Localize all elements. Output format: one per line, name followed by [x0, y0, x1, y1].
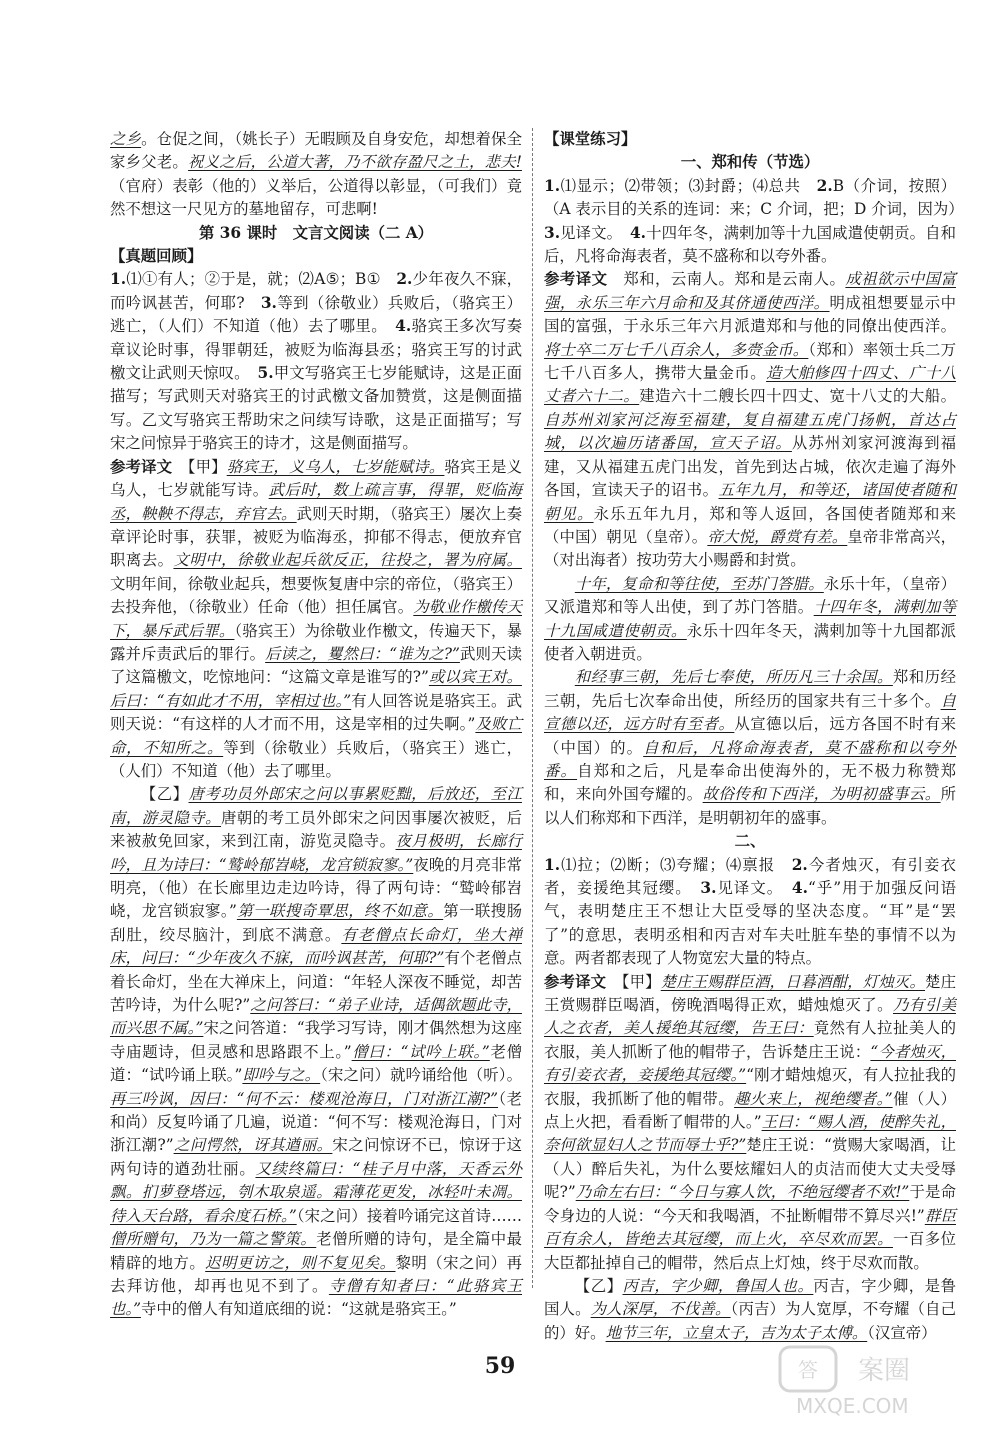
text-run: 【甲】: [606, 972, 661, 991]
original-text: 自宣德以还，远方时有至者。: [544, 691, 956, 734]
label-text: 4.: [791, 879, 808, 897]
text-run: 永乐十年，（皇帝）又派遣郑和等人出使，到了苏门答腊。: [544, 574, 956, 617]
text-run: 十四年冬，满剌加等十九国咸遣使朝贡。自和后，凡将命海表者，莫不盛称和以夸外番。: [544, 223, 956, 266]
text-run: 建造六十二艘长四十四丈、宽十八丈的大船。: [639, 387, 956, 406]
text-run: 等到（徐敬业）兵败后，（骆宾王）逃亡，（人们）不知道（他）去了哪里。: [110, 738, 522, 780]
original-text: 骆宾王，义乌人，七岁能赋诗。: [226, 457, 445, 476]
label-text: 1.: [544, 855, 561, 874]
original-text: 自苏州刘家河泛海至福建，复自福建五虎门扬帆，首达占城，以次遍历诸番国，宣天子诏。: [544, 410, 956, 453]
text-run: 【甲】: [172, 457, 227, 476]
text-run: 从苏州刘家河渡海到福建，又从福建五虎门出发，首先到达占城，依次走遍了海外各国，宣读天子的诏书。: [544, 434, 956, 500]
text-run: 见译文。: [560, 223, 630, 242]
paragraph: [544, 175, 972, 269]
text-run: 明成祖想要显示中国的富强，于永乐三年六月派遣郑和与他的同僚出使西洋。: [544, 293, 956, 336]
original-text: 夜月极明，长廊行吟，且为诗曰：“鹫岭郁岧峣，龙宫锁寂寥。”: [110, 832, 522, 874]
original-text: 造大舶修四十四丈、广十八丈者六十二。: [544, 364, 956, 406]
original-text: 再三吟讽，因曰：“何不云：楼观沧海日，门对浙江潮?”: [110, 1089, 499, 1108]
paragraph: [110, 783, 522, 1321]
label-text: 参考译文: [110, 457, 173, 476]
text-run: 宋之问惊讶不已，惊讶于这两句诗的遒劲壮丽。: [110, 1136, 522, 1178]
original-text: “今者烛灭，有引妾衣者，妾援绝其冠缨。”: [544, 1042, 956, 1085]
text-run: 郑和历经三朝，先后七次奉命出使，所经历的国家共有三十多个。: [544, 668, 956, 710]
label-text: 2.: [396, 270, 413, 289]
text-run: 楚庄王说：“赏赐大家喝酒，让（人）醉后失礼，为什么要炫耀妇人的贞洁而使大丈夫受辱呢?”: [544, 1136, 957, 1202]
text-run: （郑和）率领士兵二万七千八百多人，携带大量金币。: [544, 340, 956, 383]
text-run: （丙吉）为人宽厚，不夸耀（自己的）好。: [544, 1300, 956, 1342]
original-text: 祝义之后，公道大著，乃不欲存盈尺之土，悲夫!: [188, 153, 522, 172]
column-divider: [532, 128, 533, 1288]
text-run: 夜晚的月亮非常明亮，（他）在长廊里边走边吟诗，得了两句诗：“鹫岭郁岧峣，龙宫锁寂寥。”: [110, 855, 522, 921]
paragraph: [544, 1275, 956, 1345]
text-run: 于是命令身边的人说：“今天和我喝酒，不扯断帽带不算尽兴!”: [544, 1183, 956, 1225]
text-run: B（介词，按照）（A 表示目的关系的连词：来；C 介词，把；D 介词，因为）: [544, 176, 972, 219]
paragraph: [544, 128, 956, 151]
original-text: 之乡: [110, 130, 142, 148]
text-run: 【乙】: [574, 1276, 623, 1295]
svg-text:MXQE.COM: MXQE.COM: [796, 1394, 909, 1418]
section-title: 第 36 课时 文言文阅读（二 A）: [198, 223, 434, 242]
text-run: （汉宣帝）: [867, 1323, 937, 1342]
text-run: ⑴显示；⑵带领；⑶封爵；⑷总共: [560, 176, 817, 195]
original-text: 迟明更访之，则不复见矣。: [205, 1253, 396, 1272]
svg-text:案圈: 案圈: [858, 1356, 911, 1386]
text-run: 丙吉，字少卿，是鲁国人。: [544, 1276, 956, 1319]
text-run: 宋之问答道：“我学习写诗，刚才偶然想为这座寺庙题诗，但灵感和思路跟不上。”: [110, 1019, 522, 1061]
original-text: 五年九月，和等还，诸国使者随和朝见。: [544, 481, 956, 523]
paragraph: [110, 268, 522, 455]
text-run: （宋之问）接着吟诵完这首诗……: [296, 1206, 522, 1225]
text-run: （宋之问）就吟诵给他（听）。: [320, 1066, 522, 1085]
text-run: 有个老僧点着长命灯，坐在大禅床上，问道：“年轻人深夜不睡觉，却苦苦吟诗，为什么呢?”: [110, 949, 522, 1015]
original-text: 帝大悦，爵赏有差。: [707, 527, 848, 546]
text-run: 自郑和之后，凡是奉命出使海外的，无不极力称赞郑和，来向外国夸耀的。: [544, 761, 956, 804]
text-run: 【乙】: [140, 785, 189, 804]
original-text: 群臣百有余人，皆绝去其冠缨，而上火，卒尽欢而罢。: [544, 1206, 956, 1249]
original-text: 十年，复命和等往使，至苏门答腊。: [574, 574, 824, 593]
original-text: 之问答曰：“弟子业诗，适偶欲题此寺，而兴思不属。”: [110, 996, 522, 1038]
text-run: ⑴拉；⑵断；⑶夸耀；⑷禀报: [560, 855, 792, 874]
text-run: 武则天读了这篇檄文，吃惊地问：“这篇文章是谁写的?”: [110, 644, 522, 687]
original-text: 僧曰：“试吟上联。”: [351, 1042, 490, 1061]
label-text: 3.: [544, 223, 561, 242]
original-text: 趣火来上，视绝缨者。”: [734, 1089, 893, 1108]
text-run: 骆宾王是义乌人，七岁就能写诗。: [110, 457, 522, 500]
label-text: 1.: [110, 270, 127, 289]
text-run: 黎明（宋之问）再去拜访他，却再也见不到了。: [110, 1253, 522, 1295]
original-text: 为人深厚，不伐善。: [590, 1300, 731, 1319]
original-text: 地节三年，立皇太子，吉为太子太傅。: [605, 1323, 868, 1342]
label-text: 【课堂练习】: [544, 130, 637, 148]
original-text: 及败亡命，不知所之。: [110, 715, 522, 757]
original-text: 故俗传和下西洋，为明初盛事云。: [702, 785, 941, 804]
original-text: 或以宾王对。后曰：“有如此才不用，宰相过也。”: [110, 668, 522, 710]
text-run: “乎”用于加强反问语气，表明楚庄王不想让大臣受辱的坚决态度。“耳”是“罢了”的意思，表明丞相和丙吉对车夫吐脏车垫的事情不以为意。两者都表现了人物宽宏大量的特点。: [544, 879, 956, 968]
original-text: 乃命左右曰：“今日与寡人饮，不绝冠缨者不欢!”: [575, 1183, 910, 1202]
original-text: 后读之，矍然曰：“谁为之?”: [265, 644, 460, 663]
label-text: 4.: [629, 223, 647, 242]
text-run: 等到（徐敬业）兵败后，（骆宾王）逃亡，（人们）不知道（他）去了哪里。: [110, 293, 522, 336]
original-text: 丙吉，字少卿，鲁国人也。: [622, 1276, 814, 1295]
text-run: 骆宾王多次写奏章议论时事，得罪朝廷，被贬为临海县丞；骆宾王写的讨武檄文让武则天惊叹。: [110, 317, 522, 383]
label-text: 参考译文: [544, 270, 608, 289]
text-run: 所以人们称郑和下西洋，是明朝初年的盛事。: [544, 785, 956, 827]
paragraph: [544, 854, 956, 971]
original-text: 之问愕然，讶其遒丽。: [173, 1136, 333, 1155]
original-text: 将士卒二万七千八百余人，多赍金币。: [544, 340, 809, 359]
label-text: 1.: [544, 176, 561, 195]
original-text: 楚庄王赐群臣酒，日暮酒酣，灯烛灭。: [660, 972, 926, 991]
text-run: 甲文写骆宾王七岁能赋诗，这是正面描写；写武则天对骆宾王的讨武檄文备加赞赏，这是侧面描写。乙文写骆宾王帮助宋之问续写诗歌，这是正面描写；写宋之问惊异于骆宾王的诗才，这是侧面描写。: [110, 364, 522, 453]
watermark-logo: [776, 1341, 986, 1421]
original-text: 即吟与之。: [242, 1066, 321, 1085]
text-run: 从宣德以后，远方各国不时有来（中国）的。: [544, 715, 956, 757]
text-run: 永乐五年九月，郑和等人返回，各国使者随郑和来（中国）朝见（皇帝）。: [544, 504, 956, 546]
text-run: （骆宾王）为徐敬业作檄文，传遍天下，暴露并斥责武后的罪行。: [110, 621, 522, 663]
label-text: 2.: [791, 855, 808, 874]
text-run: 文明年间，徐敬业起兵，想要恢复唐中宗的帝位，（骆宾王）去投奔他，（徐敬业）任命（他）担任属官。: [110, 574, 522, 617]
text-run: （老和尚）反复吟诵了几遍，说道：“何不写：楼观沧海日，门对浙江潮?”: [110, 1089, 522, 1155]
original-text: 唐考功员外郎宋之问以事累贬黜，后放还，至江南，游灵隐寺。: [110, 785, 522, 827]
left-column: [110, 128, 522, 1322]
text-run: 楚庄王赏赐群臣喝酒，傍晚酒喝得正欢，蜡烛熄灭了。: [544, 972, 956, 1015]
label-text: 3.: [700, 879, 717, 897]
text-run: 。仓促之间，（姚长子）无暇顾及自身安危，却想着保全家乡父老。: [110, 130, 522, 172]
label-text: 4.: [395, 317, 412, 336]
text-run: 有人回答说是骆宾王。武则天说：“有这样的人才而不用，这是宰相的过失啊。”: [110, 691, 522, 734]
paragraph: [110, 456, 522, 784]
original-text: 有老僧点长命灯，坐大禅床，问曰：“少年夜久不寐，而吟讽甚苦，何耶?”: [110, 925, 522, 968]
section-title: 二、: [734, 832, 766, 851]
original-text: 文明中，徐敬业起兵欲反正，往投之，署为府属。: [173, 551, 522, 570]
text-run: “刚才蜡烛熄灭，有人拉扯我的衣服，我抓断了他的帽带。: [544, 1066, 957, 1108]
text-run: 竟然有人拉扯美人的衣服，美人抓断了他的帽带子，告诉楚庄王说：: [544, 1019, 956, 1061]
original-text: 自和后，凡将命海表者，莫不盛称和以夸外番。: [544, 738, 956, 780]
label-text: 【真题回顾】: [110, 247, 203, 266]
text-run: 第一联搜肠刮肚，绞尽脑汁，到底不满意。: [110, 902, 522, 944]
paragraph: [544, 971, 956, 1275]
text-run: 永乐十四年冬天，满剌加等十九国都派使者入朝进贡。: [544, 621, 956, 663]
paragraph: [544, 268, 956, 572]
text-run: 一百多位大臣都扯掉自己的帽带，然后点上灯烛，终于尽欢而散。: [544, 1230, 956, 1272]
text-run: 少年夜久不寐，而吟讽甚苦，何耶?: [110, 270, 522, 312]
label-text: 参考译文: [544, 972, 607, 991]
svg-text:答: 答: [798, 1358, 818, 1382]
original-text: 成祖欲示中国富强，永乐三年六月命和及其侪通使西洋。: [544, 270, 956, 312]
right-column: [544, 128, 972, 1345]
original-text: 为敬业作檄传天下，暴斥武后罪。: [110, 598, 522, 640]
text-run: 老僧道：“试吟诵上联。”: [110, 1042, 522, 1085]
original-text: 又续终篇曰：“桂子月中落，天香云外飘。扪萝登塔远，刳木取泉遥。霜薄花更发，冰轻叶未凋。待入天台路，看余度石桥。”: [110, 1159, 522, 1225]
original-text: 乃有引美人之衣者，美人援绝其冠缨，告王曰：: [544, 996, 956, 1038]
original-text: 王曰：“赐人酒，使醉失礼，奈何欲显妇人之节而辱士乎?”: [544, 1113, 956, 1155]
original-text: 十四年冬，满剌加等十九国咸遣使朝贡。: [544, 598, 956, 640]
original-text: 第一联搜奇覃思，终不如意。: [236, 902, 444, 921]
text-run: 寺中的僧人有知道底细的说：“这就是骆宾王。”: [140, 1300, 457, 1319]
section-title: 一、郑和传（节选）: [680, 153, 820, 172]
paragraph: [110, 245, 522, 268]
text-run: 唐朝的考工员外郎宋之问因事屡次被贬，后来被赦免回家，来到江南，游览灵隐寺。: [110, 808, 522, 851]
page-number: 59: [484, 1353, 516, 1379]
label-text: 5.: [257, 364, 274, 383]
label-text: 3.: [260, 293, 277, 312]
paragraph: [544, 666, 956, 830]
text-run: 皇帝非常高兴，（对出海者）按功劳大小赐爵和封赏。: [544, 527, 956, 570]
text-run: ⑴①有人；②于是，就；⑵A⑤；B①: [126, 270, 397, 289]
original-text: 武后时，数上疏言事，得罪，贬临海丞，鞅鞅不得志，弃官去。: [110, 481, 522, 523]
paragraph: [110, 128, 522, 222]
text-run: 见译文。: [716, 879, 792, 897]
text-run: 郑和，云南人。郑和是云南人。: [607, 270, 846, 289]
original-text: 和经事三朝，先后七奉使，所历凡三十余国。: [574, 668, 893, 687]
original-text: 僧所赠句，乃为一篇之警策。: [110, 1230, 317, 1249]
text-run: 催（人）点上火把，看看断了帽带的人。”: [544, 1089, 956, 1132]
paragraph: [544, 573, 956, 667]
text-run: 今者烛灭，有引妾衣者，妾援绝其冠缨。: [544, 855, 956, 897]
label-text: 2.: [816, 176, 833, 195]
original-text: 寺僧有知者曰：“此骆宾王也。”: [110, 1276, 522, 1319]
text-run: 武则天时期，（骆宾王）屡次上奏章评论时事，获罪，被贬为临海丞，抑郁不得志，便放弃官职离去。: [110, 504, 522, 570]
text-run: （官府）表彰（他的）义举后，公道得以彰显，（可我们）竟然不想这一尺见方的墓地留存，可悲啊!: [110, 176, 522, 219]
text-run: 老僧所赠的诗句，是全篇中最精辟的地方。: [110, 1230, 522, 1272]
